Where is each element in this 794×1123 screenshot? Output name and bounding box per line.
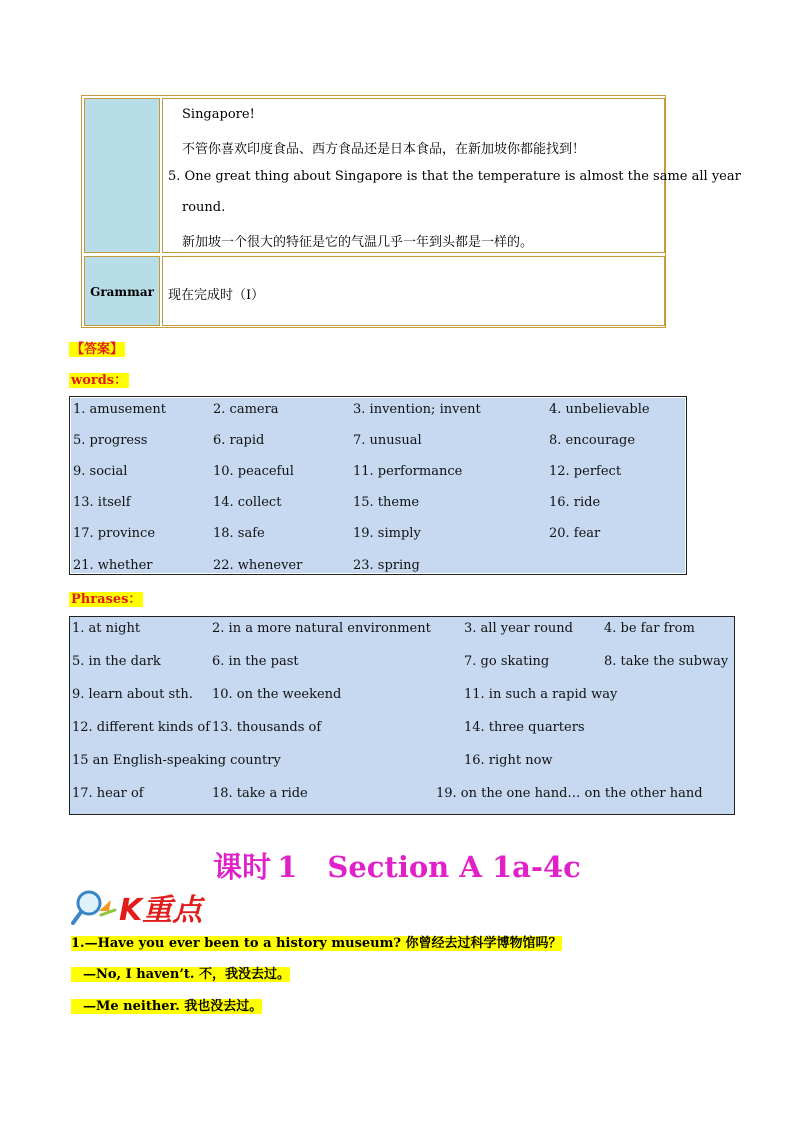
word-item: 9. social bbox=[73, 464, 128, 479]
section-title bbox=[0, 845, 794, 886]
phrase-item: 5. in the dark bbox=[72, 654, 161, 669]
phrase-item: 15 an English-speaking country bbox=[72, 753, 281, 768]
phrases-label: Phrases： bbox=[71, 592, 142, 607]
phrase-item: 3. all year round bbox=[464, 621, 573, 636]
grammar-content-cell bbox=[162, 256, 665, 326]
answer-label: 【答案】 bbox=[71, 342, 124, 357]
word-item: 14. collect bbox=[213, 495, 282, 510]
word-item: 17. province bbox=[73, 526, 156, 541]
section-title-lesson: 课时 bbox=[213, 850, 272, 884]
phrase-item: 1. at night bbox=[72, 621, 141, 636]
content-line: 新加坡一个很大的特征是它的气温几乎一年到头都是一样的。 bbox=[182, 235, 534, 250]
phrase-item: 13. thousands of bbox=[212, 720, 322, 735]
key-point-answer: —No, I haven’t. 不，我没去过。 bbox=[71, 967, 290, 982]
section-title-section: Section A 1a-4c bbox=[327, 850, 581, 884]
word-item: 19. simply bbox=[353, 526, 421, 541]
phrase-item: 17. hear of bbox=[72, 786, 144, 801]
key-point-line bbox=[71, 932, 562, 951]
word-item: 1. amusement bbox=[73, 402, 166, 417]
grammar-label: Grammar bbox=[90, 285, 154, 299]
key-point-question: 1.—Have you ever been to a history museum? 你曾经去过科学博物馆吗？ bbox=[71, 936, 562, 951]
phrase-item: 16. right now bbox=[464, 753, 553, 768]
word-item: 12. perfect bbox=[549, 464, 622, 479]
word-item: 4. unbelievable bbox=[549, 402, 650, 417]
word-item: 10. peaceful bbox=[213, 464, 294, 479]
content-line: round. bbox=[182, 200, 226, 215]
content-line: Singapore! bbox=[182, 107, 255, 122]
section-title-number: 1 bbox=[277, 850, 298, 884]
content-line: 5. One great thing about Singapore is that the temperature is almost the same all year bbox=[168, 169, 741, 184]
top-table bbox=[81, 95, 741, 328]
phrase-item: 7. go skating bbox=[464, 654, 550, 669]
key-point-line bbox=[71, 963, 290, 982]
words-grid bbox=[71, 398, 685, 573]
phrase-item: 6. in the past bbox=[212, 654, 299, 669]
phrase-item: 12. different kinds of bbox=[72, 720, 211, 735]
words-label: words： bbox=[71, 373, 128, 388]
word-item: 6. rapid bbox=[213, 433, 265, 448]
word-item: 11. performance bbox=[353, 464, 463, 479]
word-item: 18. safe bbox=[213, 526, 265, 541]
words-label-wrap bbox=[69, 369, 129, 388]
key-point-line bbox=[71, 995, 262, 1014]
phrase-item: 8. take the subway bbox=[604, 654, 729, 669]
word-item: 16. ride bbox=[549, 495, 601, 510]
word-item: 8. encourage bbox=[549, 433, 636, 448]
key-points-logo bbox=[71, 883, 216, 929]
phrase-item: 2. in a more natural environment bbox=[212, 621, 431, 636]
phrase-item: 9. learn about sth. bbox=[72, 687, 193, 702]
key-point-reply: —Me neither. 我也没去过。 bbox=[71, 999, 262, 1014]
grammar-text: 现在完成时（Ⅰ） bbox=[168, 288, 265, 303]
phrase-item: 10. on the weekend bbox=[212, 687, 342, 702]
grammar-label-cell bbox=[84, 256, 160, 326]
phrase-item: 4. be far from bbox=[604, 621, 695, 636]
content-line: 不管你喜欢印度食品、西方食品还是日本食品，在新加坡你都能找到！ bbox=[182, 142, 586, 157]
phrase-item: 14. three quarters bbox=[464, 720, 585, 735]
words-answer-box bbox=[69, 396, 687, 575]
word-item: 15. theme bbox=[353, 495, 420, 510]
word-item: 20. fear bbox=[549, 526, 601, 541]
phrases-answer-box bbox=[69, 616, 735, 815]
phrase-item: 19. on the one hand… on the other hand bbox=[436, 786, 703, 801]
word-item: 21. whether bbox=[73, 558, 153, 573]
word-item: 2. camera bbox=[213, 402, 279, 417]
word-item: 23. spring bbox=[353, 558, 420, 573]
word-item: 13. itself bbox=[73, 495, 131, 510]
word-item: 5. progress bbox=[73, 433, 148, 448]
answer-label-wrap bbox=[69, 338, 125, 357]
phrase-item: 11. in such a rapid way bbox=[464, 687, 618, 702]
word-item: 7. unusual bbox=[353, 433, 422, 448]
key-points-logo-text: K重点 bbox=[119, 893, 203, 928]
phrase-item: 18. take a ride bbox=[212, 786, 308, 801]
table-label-cell bbox=[84, 98, 160, 253]
table-content-cell bbox=[162, 98, 741, 253]
phrases-label-wrap bbox=[69, 588, 143, 607]
word-item: 3. invention; invent bbox=[353, 402, 481, 417]
word-item: 22. whenever bbox=[213, 558, 303, 573]
